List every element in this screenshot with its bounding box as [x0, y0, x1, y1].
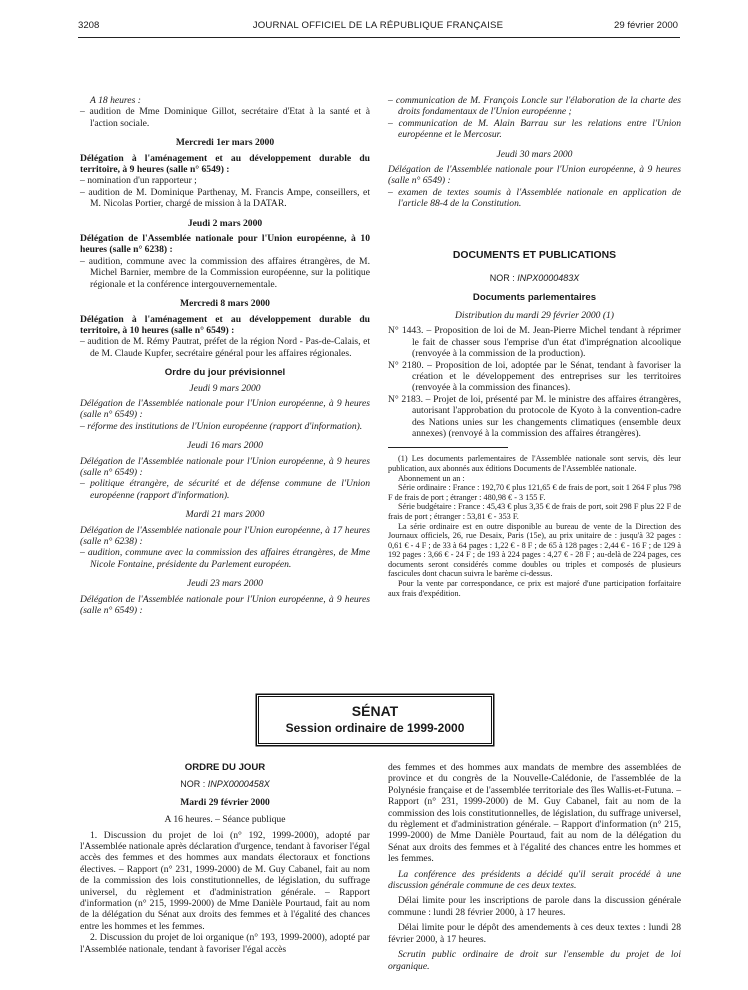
paragraph: Délégation de l'Assemblée nationale pour l'Union européenne, à 9 heures (salle n° 6549) :	[80, 593, 370, 617]
section-heading: Jeudi 9 mars 2000	[189, 382, 261, 394]
section-heading: Jeudi 2 mars 2000	[187, 217, 263, 229]
footnote: Série budgétaire : France : 45,43 € plus 3,35 € de frais de port, soit 298 F plus 22 F de frais de port ; étranger : 53,81 € - 353 F.	[388, 502, 681, 521]
footnote: La série ordinaire est en outre disponible au bureau de vente de la Direction des Journaux officiels, 26, rue Desaix, Paris (15e), au prix unitaire de : jusqu'à 32 pages : 0,61 € - 4 F ; de 33 à 64 pages : 1,22 € - 8 F ; de 65 à 128 pages : 2,44 € - 16 F ; de 129 à 192 pages : 3,66 € - 24 F ; de 193 à 224 pages : 4,27 € - 28 F ; au-delà de 224 pages, ces documents seront considérés comme doubles ou triples et composés de plusieurs fascicules dont chacun suivra le barème ci-dessus.	[388, 521, 681, 579]
paragraph: Scrutin public ordinaire de droit sur l'ensemble du projet de loi organique.	[388, 949, 681, 972]
paragraph: – audition, commune avec la commission des affaires étrangères, de Mme Nicole Fontaine, présidente du Parlement européen.	[80, 547, 370, 570]
senat-title: SÉNAT	[351, 703, 399, 719]
section-heading: ORDRE DU JOUR	[184, 762, 266, 773]
sitting-time: A 16 heures. – Séance publique	[164, 814, 286, 826]
paragraph: – audition de Mme Dominique Gillot, secrétaire d'Etat à la santé et à l'action sociale.	[80, 106, 370, 129]
paragraph: A 18 heures :	[90, 95, 141, 106]
section-heading: Jeudi 23 mars 2000	[187, 578, 263, 590]
section-heading: Jeudi 30 mars 2000	[496, 148, 573, 160]
section-heading: Mercredi 1er mars 2000	[175, 137, 275, 149]
footnote: (1) Les documents parlementaires de l'Assemblée nationale sont servis, dès leur publication, aux abonnés aux éditions Documents de l'Assemblée nationale.	[388, 454, 681, 473]
footnote: Abonnement un an :	[398, 473, 465, 483]
agenda-item: 2. Discussion du projet de loi organique (n° 193, 1999-2000), adopté par l'Assemblée nationale, tendant à favoriser l'égal accès	[80, 932, 370, 955]
running-header	[78, 20, 678, 36]
distribution-line: Distribution du mardi 29 février 2000 (1)	[455, 309, 614, 321]
paragraph: Délai limite pour les inscriptions de parole dans la discussion générale commune : lundi 28 février 2000, à 17 heures.	[388, 895, 681, 918]
section-heading: Mercredi 8 mars 2000	[180, 298, 270, 310]
footnote: Série ordinaire : France : 192,70 € plus 121,65 € de frais de port, soit 1 264 F plus 798 F de frais de port ; étranger : 480,98 € - 3 155 F.	[388, 483, 681, 502]
paragraph: – communication de M. Alain Barrau sur les relations entre l'Union européenne et le Mercosur.	[388, 117, 681, 141]
footnote-rule	[388, 447, 508, 448]
agenda-item: 1. Discussion du projet de loi (n° 192, 1999-2000), adopté par l'Assemblée nationale après déclaration d'urgence, tendant à favoriser l'égal accès des femmes et des hommes aux mandats électoraux et fonctions électives. – Rapport (n° 231, 1999-2000) de M. Guy Cabanel, fait au nom de la commission des lois constitutionnelles, de législation, du suffrage universel, du règlement et d'administration générale. – Rapport d'information (n° 215, 1999-2000) de Mme Danièle Pourtaud, fait au nom de la délégation du Sénat aux droits des femmes et à l'égalité des chances entre les hommes et les femmes.	[80, 829, 370, 932]
paragraph: Délai limite pour le dépôt des amendements à ces deux textes : lundi 28 février 2000, à 17 heures.	[388, 922, 681, 945]
paragraph: – nomination d'un rapporteur ;	[80, 175, 197, 187]
paragraph: – communication de M. François Loncle sur l'élaboration de la charte des droits fondamentaux de l'Union européenne ;	[388, 95, 681, 118]
paragraph: – audition de M. Rémy Pautrat, préfet de la région Nord - Pas-de-Calais, et de M. Claude Kupfer, secrétaire général pour les affaires régionales.	[80, 336, 370, 359]
paragraph: Délégation de l'Assemblée nationale pour l'Union européenne, à 9 heures (salle n° 6549) :	[80, 455, 370, 478]
paragraph: Délégation à l'aménagement et au développement durable du territoire, à 9 heures (salle n° 6549) :	[80, 152, 370, 176]
document-entry: N° 2183. – Projet de loi, présenté par M. le ministre des affaires étrangères, autorisant l'approbation du protocole de Kyoto à la convention-cadre des Nations unies sur les changements climatiques (ensemble deux annexes) (renvoyé à la commission des affaires étrangères).	[388, 393, 681, 439]
document-entry: N° 2180. – Proposition de loi, adoptée par le Sénat, tendant à favoriser la création et le développement des entreprises sur les territoires (renvoyée à la commission des finances).	[388, 359, 681, 394]
sitting-date: Mardi 29 février 2000	[180, 796, 270, 808]
nor-code: INPX0000458X	[207, 779, 270, 790]
paragraph: Délégation à l'aménagement et au développement durable du territoire, à 10 heures (salle n° 6549) :	[80, 313, 370, 336]
paragraph: – audition, commune avec la commission des affaires étrangères, de M. Michel Barnier, membre de la Commission européenne, sur la politique régionale et la conférence intergouvernementale.	[80, 255, 370, 290]
journal-title: JOURNAL OFFICIEL DE LA RÉPUBLIQUE FRANÇAISE	[252, 20, 504, 31]
documents-subtitle: Documents parlementaires	[472, 292, 597, 304]
footnote: Pour la vente par correspondance, ce prix est majoré d'une participation forfaitaire aux frais d'expédition.	[388, 579, 681, 598]
header-rule	[78, 37, 680, 38]
paragraph: – politique étrangère, de sécurité et de défense commune de l'Union européenne (rapport d'information).	[80, 478, 370, 501]
paragraph: Délégation de l'Assemblée nationale pour l'Union européenne, à 9 heures (salle n° 6549) :	[388, 164, 681, 187]
paragraph: Délégation de l'Assemblée nationale pour l'Union européenne, à 9 heures (salle n° 6549) :	[80, 397, 370, 421]
section-heading: Ordre du jour prévisionnel	[164, 367, 286, 379]
paragraph: – réforme des institutions de l'Union européenne (rapport d'information).	[80, 420, 363, 432]
paragraph: – examen de textes soumis à l'Assemblée nationale en application de l'article 88-4 de la Constitution.	[388, 186, 681, 210]
paragraph: Délégation de l'Assemblée nationale pour l'Union européenne, à 17 heures (salle n° 6238) :	[80, 524, 370, 547]
section-heading: Jeudi 16 mars 2000	[187, 440, 263, 452]
session-title: Session ordinaire de 1999-2000	[285, 721, 465, 735]
paragraph: Délégation de l'Assemblée nationale pour l'Union européenne, à 10 heures (salle n° 6238) :	[80, 233, 370, 256]
senat-left-column	[80, 762, 370, 955]
header-date: 29 février 2000	[614, 20, 678, 31]
left-column	[80, 95, 370, 616]
paragraph: La conférence des présidents a décidé qu'il serait procédé à une discussion générale commune de ces deux textes.	[388, 868, 681, 892]
page-number: 3208	[78, 20, 100, 31]
nor-label: NOR :	[180, 779, 206, 790]
right-column	[388, 95, 681, 598]
nor-reference	[388, 273, 681, 284]
documents-title: DOCUMENTS ET PUBLICATIONS	[452, 249, 617, 261]
nor-label: NOR :	[489, 273, 515, 284]
section-heading: Mardi 21 mars 2000	[185, 509, 265, 521]
senat-banner	[258, 696, 492, 744]
document-entry: N° 1443. – Proposition de loi de M. Jean-Pierre Michel tendant à réprimer le fait de chasser sous l'emprise d'un état d'imprégnation alcoolique (renvoyée à la commission de la production).	[388, 325, 681, 360]
paragraph: des femmes et des hommes aux mandats de membre des assemblées de province et du congrès de la Nouvelle-Calédonie, de l'assemblée de la Polynésie française et de l'assemblée territoriale des îles Wallis-et-Futuna. – Rapport (n° 231, 1999-2000) de M. Guy Cabanel, fait au nom de la commission des lois constitutionnelles, de législation, du suffrage universel, du règlement et d'administration générale. – Rapport d'information (n° 215, 1999-2000) de Mme Danièle Pourtaud, fait au nom de la délégation du Sénat aux droits des femmes et à l'égalité des chances entre les hommes et les femmes.	[388, 762, 681, 865]
paragraph: – audition de M. Dominique Parthenay, M. Francis Ampe, conseillers, et M. Nicolas Portier, chargé de mission à la DATAR.	[80, 186, 370, 210]
nor-code: INPX0000483X	[517, 273, 580, 284]
nor-reference	[80, 779, 370, 790]
senat-right-column	[388, 762, 681, 972]
